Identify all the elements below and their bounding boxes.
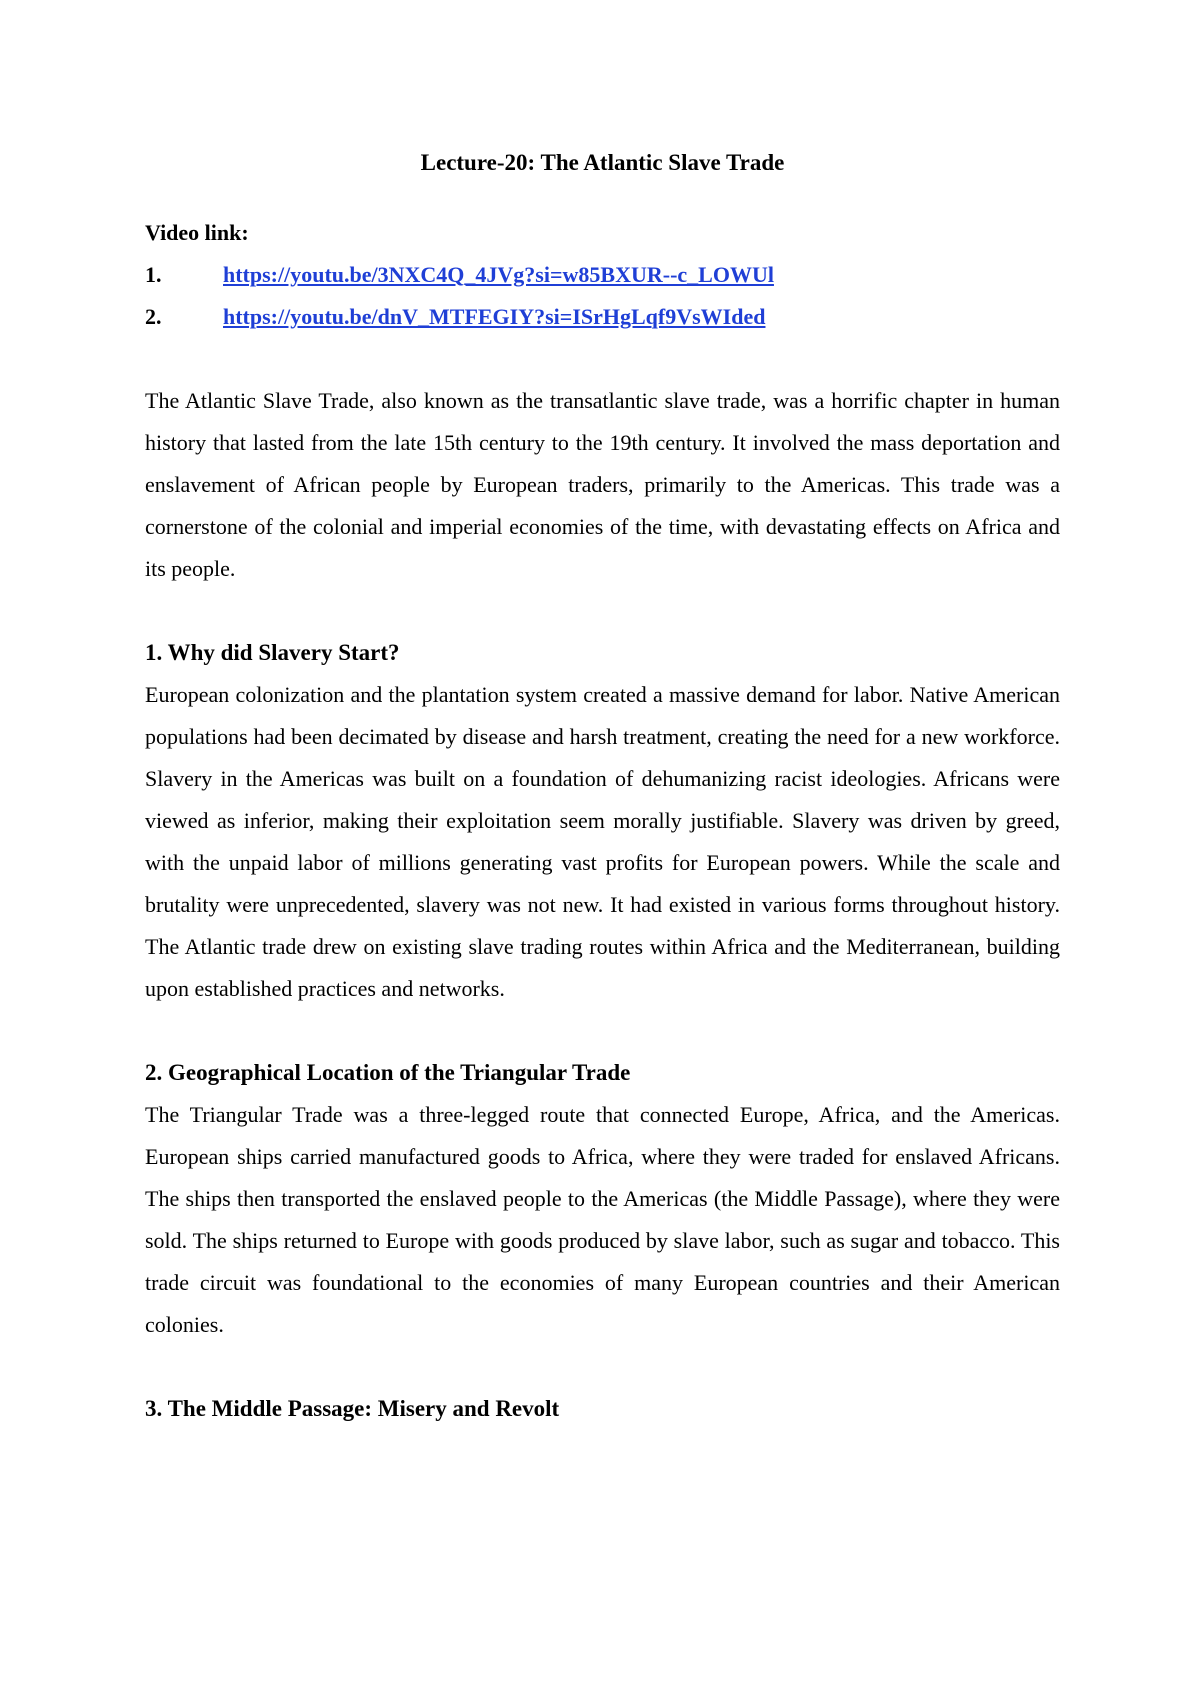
video-link-label: Video link: <box>145 220 249 245</box>
video-link-list <box>145 254 1060 338</box>
section-triangular-trade <box>145 1052 1060 1346</box>
intro-paragraph: The Atlantic Slave Trade, also known as the transatlantic slave trade, was a horrific chapter in human history that lasted from the late 15th century to the 19th century. It involved the mass deportation and enslavement of African people by European traders, primarily to the Americas. This trade was a cornerstone of the colonial and imperial economies of the time, with devastating effects on Africa and its people. <box>145 388 1060 581</box>
document-title: Lecture-20: The Atlantic Slave Trade <box>420 150 785 175</box>
section-body: The Triangular Trade was a three-legged route that connected Europe, Africa, and the Americas. European ships carried manufactured goods to Africa, where they were traded for enslaved Africans. The ships then transported the enslaved people to the Americas (the Middle Passage), where they were sold. The ships returned to Europe with goods produced by slave labor, such as sugar and tobacco. This trade circuit was foundational to the economies of many European countries and their American colonies. <box>145 1102 1060 1337</box>
video-link-1[interactable]: https://youtu.be/3NXC4Q_4JVg?si=w85BXUR--c_LOWUl <box>223 262 774 287</box>
link-number: 1. <box>145 262 162 287</box>
section-middle-passage <box>145 1388 1060 1430</box>
section-heading: 1. Why did Slavery Start? <box>145 640 400 665</box>
link-number: 2. <box>145 304 162 329</box>
video-link-item <box>145 254 1060 296</box>
section-why-slavery <box>145 632 1060 1010</box>
section-body: European colonization and the plantation system created a massive demand for labor. Native American populations had been decimated by disease and harsh treatment, creating the need for a new workforce. Slavery in the Americas was built on a foundation of dehumanizing racist ideologies. Africans were viewed as inferior, making their exploitation seem morally justifiable. Slavery was driven by greed, with the unpaid labor of millions generating vast profits for European powers. While the scale and brutality were unprecedented, slavery was not new. It had existed in various forms throughout history. The Atlantic trade drew on existing slave trading routes within Africa and the Mediterranean, building upon established practices and networks. <box>145 682 1060 1001</box>
section-heading: 2. Geographical Location of the Triangular Trade <box>145 1060 631 1085</box>
video-link-item <box>145 296 1060 338</box>
video-link-2[interactable]: https://youtu.be/dnV_MTFEGIY?si=ISrHgLqf9VsWIded <box>223 304 766 329</box>
document-content <box>145 142 1060 1430</box>
section-heading: 3. The Middle Passage: Misery and Revolt <box>145 1396 560 1421</box>
